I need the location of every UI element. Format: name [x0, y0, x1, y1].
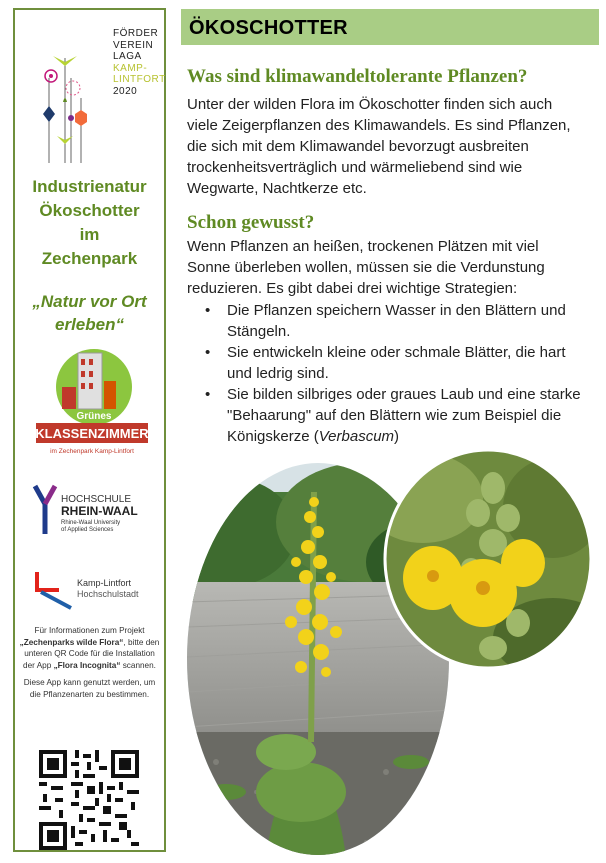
info-paragraph-2: Diese App kann genutzt werden, um die Pflanzenarten zu bestimmen. [23, 678, 156, 699]
list-item-line: "Behaarung" auf den Blättern wie zum Beispiel die [227, 407, 562, 424]
strategy-list [205, 300, 595, 447]
gz-sub-text: im Zechenpark Kamp-Lintfort [50, 448, 134, 455]
paragraph-line: viele Zeigerpflanzen des Klimawandels. Es sind Pflanzen, [187, 117, 571, 134]
mullein-flower-closeup-photo [383, 448, 593, 670]
title-line: Zechenpark [41, 249, 138, 268]
sidebar-motto [15, 290, 164, 336]
motto-line: „Natur vor Ort [32, 292, 147, 311]
page-title: ÖKOSCHOTTER [189, 17, 348, 39]
list-item-line: Sie bilden silbriges oder graues Laub und eine starke [227, 386, 581, 403]
info-text: scannen. [120, 660, 156, 670]
paragraph-line: Unter der wilden Flora im Ökoschotter finden sich auch [187, 96, 553, 113]
hs-line3: Rhine-Waal University [61, 520, 121, 526]
paragraph-line: Wenn Pflanzen an heißen, trockenen Plätzen mit viel [187, 238, 539, 255]
section-heading-did-you-know: Schon gewusst? [187, 212, 315, 233]
bullet-icon: • [205, 386, 211, 403]
kamp-lintfort-logo [31, 570, 161, 610]
qr-code[interactable] [39, 750, 139, 850]
project-name: „Zechenparks wilde Flora“ [19, 637, 124, 647]
app-info-text [19, 625, 160, 706]
info-text: , bitte den unteren QR Code für die Installation der App [23, 637, 160, 670]
title-line: im [79, 225, 100, 244]
paragraph-line: reduzieren. Es gibt dabei drei wichtige Strategien: [187, 280, 518, 297]
list-item-line: Stängeln. [227, 323, 291, 340]
section-paragraph-did-you-know [187, 236, 587, 299]
list-item [205, 300, 595, 342]
logo-line: KAMP- [113, 62, 148, 74]
list-item [205, 342, 595, 384]
hs-line4: of Applied Sciences [61, 527, 114, 533]
section-paragraph-climate-plants [187, 94, 587, 199]
logo-text [113, 28, 166, 97]
list-item [205, 384, 595, 447]
paragraph-line: die sich mit dem Klimawandel bevorzugt ausbreiten [187, 138, 529, 155]
section-heading-climate-plants: Was sind klimawandeltolerante Pflanzen? [187, 66, 528, 87]
text-span: Königskerze ( [227, 428, 319, 445]
kl-line1: Kamp-Lintfort [77, 578, 132, 588]
list-item-line: Die Pflanzen speichern Wasser in den Blättern und [227, 302, 566, 319]
laga-logo [35, 18, 165, 168]
gz-badge-text: Grünes [76, 411, 112, 422]
text-span: ) [394, 428, 400, 445]
logo-line: FÖRDER [113, 28, 159, 39]
motto-line: erleben“ [55, 315, 124, 334]
info-paragraph-1 [19, 625, 160, 671]
hs-line1: HOCHSCHULE [61, 494, 132, 505]
bullet-icon: • [205, 344, 211, 361]
title-line: Ökoschotter [39, 201, 140, 220]
paragraph-line: Sonne überleben wollen, müssen sie die Verdunstung [187, 259, 545, 276]
list-item-line: und ledrig sind. [227, 365, 329, 382]
logo-line: LAGA [113, 51, 142, 62]
flower-logo-icon [35, 18, 95, 168]
list-item-line [227, 426, 595, 447]
latin-name: Verbascum [318, 428, 395, 445]
logo-line: LINTFORT [113, 74, 166, 85]
app-name: „Flora Incognita“ [53, 660, 121, 670]
gz-title-text: KLASSENZIMMER [35, 426, 149, 441]
logo-line: VEREIN [113, 39, 154, 51]
paragraph-line: Wegwarte, Nachtkerze etc. [187, 180, 367, 197]
title-line: Industrienatur [32, 177, 147, 196]
kl-line2: Hochschulstadt [77, 589, 139, 599]
bullet-icon: • [205, 302, 211, 319]
list-item-line: Sie entwickeln kleine oder schmale Blätter, die hart [227, 344, 566, 361]
sidebar-title [15, 175, 164, 271]
info-text: Für Informationen zum Projekt [34, 626, 145, 635]
page-header [181, 9, 599, 45]
paragraph-line: trockenheitsverträglich und wärmeliebend sind wie [187, 159, 523, 176]
hs-line2: RHEIN-WAAL [61, 504, 138, 518]
hochschule-rhein-waal-logo [29, 482, 159, 540]
logo-line: 2020 [113, 85, 138, 97]
gruenes-klassenzimmer-logo [32, 347, 152, 459]
sidebar [13, 8, 166, 852]
